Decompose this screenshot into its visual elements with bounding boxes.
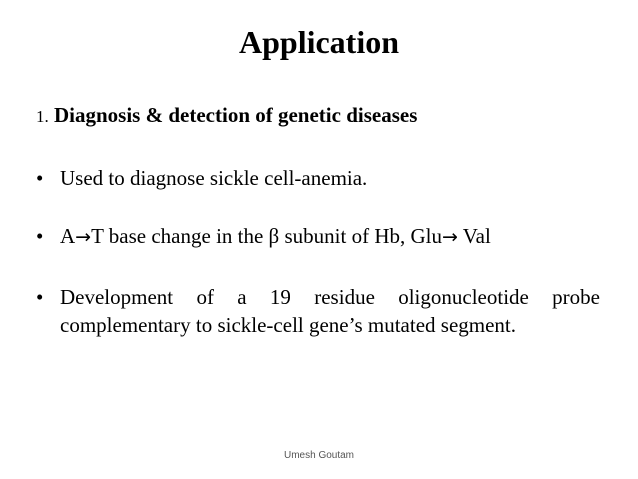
bullet-text	[60, 222, 600, 251]
item-number: 1.	[36, 107, 49, 126]
right-arrow-icon: →	[442, 226, 458, 248]
bullet-glyph: •	[36, 224, 44, 248]
bullet-text-part: Val	[457, 224, 491, 248]
bullet-item-2	[36, 222, 600, 251]
bullet-text: Used to diagnose sickle cell-anemia.	[60, 166, 368, 190]
bullet-text: Development of a 19 residue oligonucleotide probe complementary to sickle-cell gene’s mutated segment.	[60, 285, 600, 337]
slide-title: Application	[238, 24, 400, 60]
right-arrow-icon: →	[75, 226, 92, 248]
numbered-item	[36, 101, 417, 131]
footer-author: Umesh Goutam	[283, 450, 355, 461]
bullet-glyph: •	[36, 285, 44, 309]
bullet-glyph: •	[36, 166, 44, 190]
bullet-item-1	[36, 164, 600, 192]
item-heading: Diagnosis & detection of genetic diseases	[54, 103, 418, 127]
bullet-text-part: T base change in the β subunit of Hb, Glu	[91, 224, 442, 248]
bullet-text-part: A	[60, 224, 76, 248]
bullet-item-3	[36, 283, 600, 339]
